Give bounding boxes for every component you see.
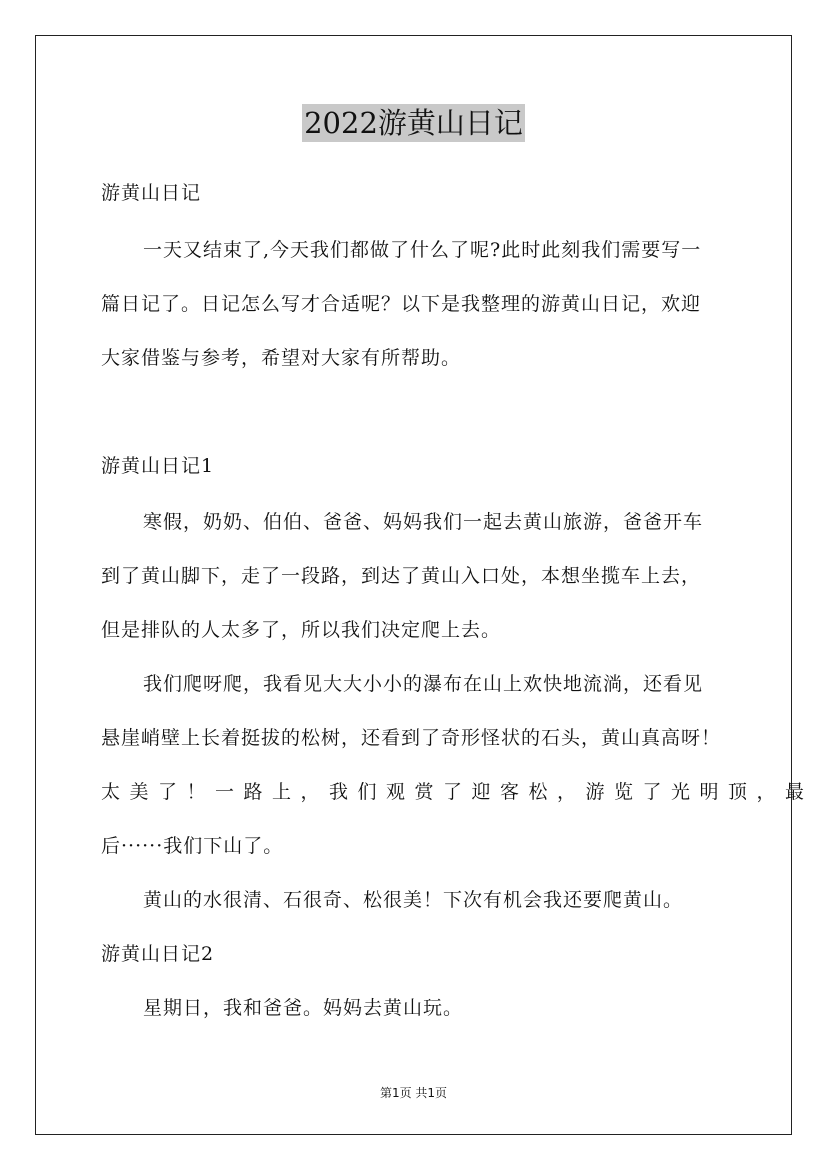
paragraph-line: 黄山的水很清、石很奇、松很美！下次有机会我还要爬黄山。	[143, 889, 684, 911]
section-heading: 游黄山日记1	[101, 455, 215, 477]
page-footer: 第1页 共1页	[379, 1086, 448, 1100]
paragraph-line: 悬崖峭壁上长着挺拔的松树，还看到了奇形怪状的石头，黄山真高呀！	[101, 727, 722, 749]
paragraph-line: 我们爬呀爬，我看见大大小小的瀑布在山上欢快地流淌，还看见	[143, 673, 704, 695]
paragraph-line: 但是排队的人太多了，所以我们决定爬上去。	[101, 619, 502, 641]
paragraph-line: 寒假，奶奶、伯伯、爸爸、妈妈我们一起去黄山旅游，爸爸开车	[143, 511, 704, 533]
section-heading: 游黄山日记2	[101, 943, 215, 965]
title-container	[0, 104, 827, 142]
paragraph-line: 篇日记了。日记怎么写才合适呢？以下是我整理的游黄山日记，欢迎	[101, 293, 702, 315]
paragraph-line: 太美了！一路上，我们观赏了迎客松，游览了光明顶，最	[101, 781, 814, 803]
paragraph-line: 后······我们下山了。	[101, 835, 284, 857]
section-heading: 游黄山日记	[101, 182, 202, 204]
document-title: 2022游黄山日记	[304, 106, 523, 140]
paragraph-line: 一天又结束了,今天我们都做了什么了呢?此时此刻我们需要写一	[143, 239, 702, 261]
paragraph-line: 到了黄山脚下，走了一段路，到达了黄山入口处，本想坐揽车上去，	[101, 565, 702, 587]
paragraph-line: 星期日，我和爸爸。妈妈去黄山玩。	[143, 997, 464, 1019]
paragraph-line: 大家借鉴与参考，希望对大家有所帮助。	[101, 347, 462, 369]
